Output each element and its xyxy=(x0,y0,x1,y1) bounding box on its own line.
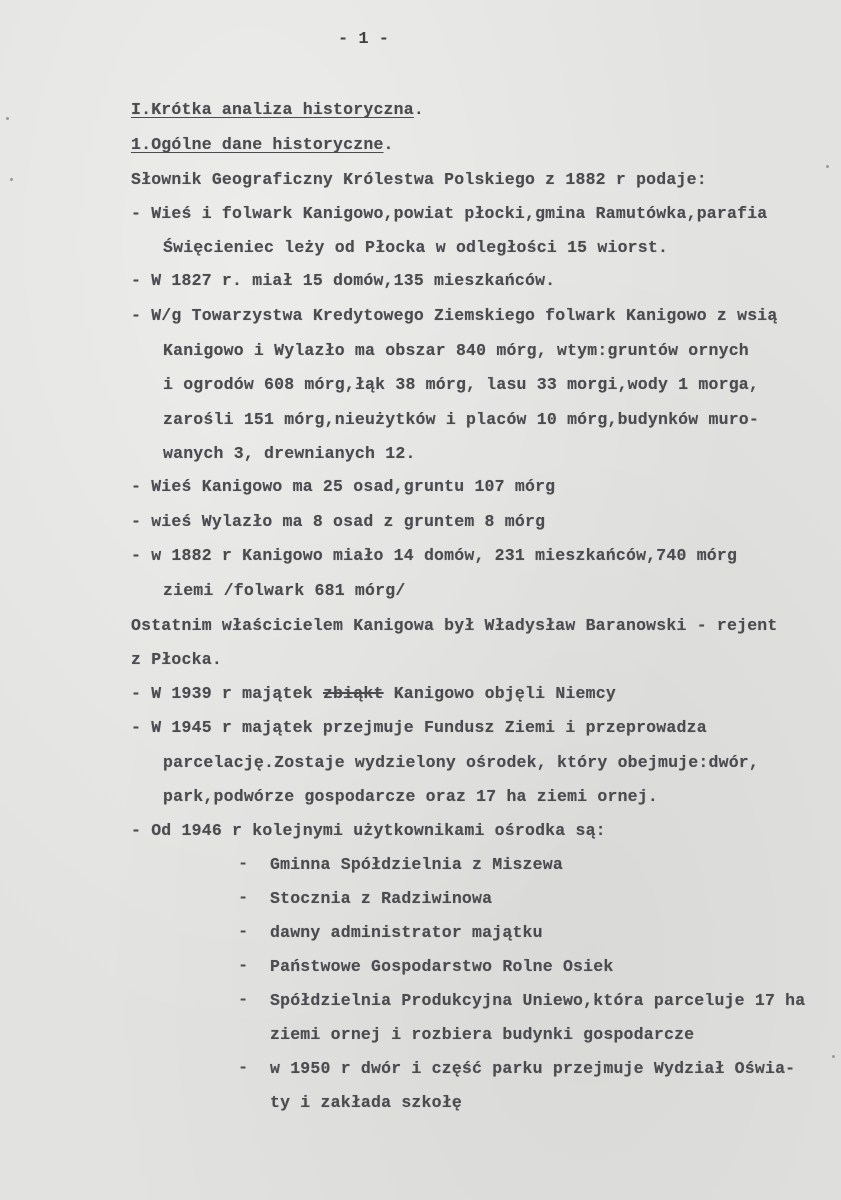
list-dash: - xyxy=(238,889,249,908)
page-number: - 1 - xyxy=(338,30,390,49)
struck-word: zbiąkt xyxy=(322,684,384,703)
text-line: - Od 1946 r kolejnymi użytkownikami ośrodka są: xyxy=(131,821,606,840)
text-line: Ostatnim właścicielem Kanigowa był Władysław Baranowski - rejent xyxy=(131,616,778,635)
text-line: - Wieś Kanigowo ma 25 osad,gruntu 107 mórg xyxy=(131,477,556,496)
list-item: w 1950 r dwór i część parku przejmuje Wydział Oświa- xyxy=(270,1059,796,1078)
text-line: wanych 3, drewnianych 12. xyxy=(163,444,416,463)
list-item: Spółdzielnia Produkcyjna Uniewo,która parceluje 17 ha xyxy=(270,991,806,1010)
list-item-continuation: ty i zakłada szkołę xyxy=(270,1093,462,1112)
text-line: - W 1827 r. miał 15 domów,135 mieszkańców. xyxy=(131,271,556,290)
text-fragment: Kanigowo objęli Niemcy xyxy=(393,684,616,703)
list-dash: - xyxy=(238,991,249,1010)
list-item-continuation: ziemi ornej i rozbiera budynki gospodarcze xyxy=(270,1025,695,1044)
text-line: - W/g Towarzystwa Kredytowego Ziemskiego folwark Kanigowo z wsią xyxy=(131,306,778,325)
subsection-heading xyxy=(131,135,394,155)
text-line: zarośli 151 mórg,nieużytków i placów 10 mórg,budynków muro- xyxy=(163,410,759,429)
margin-speck xyxy=(6,117,9,120)
text-line: Święcieniec leży od Płocka w odległości 15 wiorst. xyxy=(163,238,669,257)
list-item: Państwowe Gospodarstwo Rolne Osiek xyxy=(270,957,614,976)
section-heading-period: . xyxy=(413,100,424,119)
text-line: - Wieś i folwark Kanigowo,powiat płocki,gmina Ramutówka,parafia xyxy=(131,204,768,223)
list-dash: - xyxy=(238,923,249,942)
intro-line: Słownik Geograficzny Królestwa Polskiego z 1882 r podaje: xyxy=(131,170,707,189)
list-item: Stocznia z Radziwinowa xyxy=(270,889,493,908)
margin-speck xyxy=(826,165,829,168)
text-line: parcelację.Zostaje wydzielony ośrodek, który obejmuje:dwór, xyxy=(163,753,759,772)
list-dash: - xyxy=(238,957,249,976)
list-dash: - xyxy=(238,1059,249,1078)
list-item: Gminna Spółdzielnia z Miszewa xyxy=(270,855,563,874)
list-item: dawny administrator majątku xyxy=(270,923,543,942)
margin-speck xyxy=(10,178,13,181)
text-line: - wieś Wylazło ma 8 osad z gruntem 8 mórg xyxy=(131,512,546,531)
text-line: z Płocka. xyxy=(131,650,222,669)
text-line: - W 1945 r majątek przejmuje Fundusz Ziemi i przeprowadza xyxy=(131,718,707,737)
section-heading-text: I.Krótka analiza historyczna xyxy=(131,100,414,119)
text-line: ziemi /folwark 681 mórg/ xyxy=(163,581,406,600)
text-fragment: - W 1939 r majątek xyxy=(131,684,313,703)
text-line: park,podwórze gospodarcze oraz 17 ha ziemi ornej. xyxy=(163,787,658,806)
text-line: Kanigowo i Wylazło ma obszar 840 mórg, wtym:gruntów ornych xyxy=(163,341,749,360)
section-heading xyxy=(131,100,424,120)
margin-speck xyxy=(832,1055,835,1058)
subsection-heading-text: 1.Ogólne dane historyczne xyxy=(131,135,384,154)
text-line: i ogrodów 608 mórg,łąk 38 mórg, lasu 33 morgi,wody 1 morga, xyxy=(163,375,759,394)
subsection-heading-period: . xyxy=(383,135,394,154)
text-line: - w 1882 r Kanigowo miało 14 domów, 231 mieszkańców,740 mórg xyxy=(131,546,738,565)
text-line xyxy=(131,684,616,704)
list-dash: - xyxy=(238,855,249,874)
